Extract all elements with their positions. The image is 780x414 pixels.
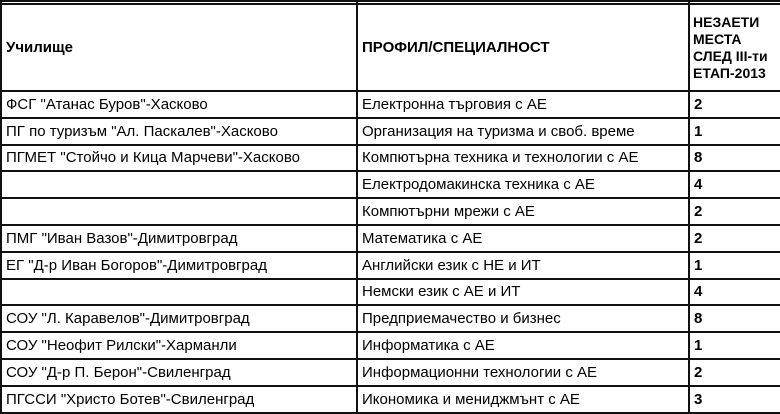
table-row <box>1 198 780 225</box>
table-row <box>1 332 780 359</box>
school-cell[interactable] <box>1 279 357 306</box>
places-cell[interactable]: 2 <box>689 225 780 252</box>
header-free-places-line: ЕТАП-2013 <box>693 64 766 81</box>
places-cell[interactable]: 8 <box>689 305 780 332</box>
profile-cell[interactable]: Английски език с НЕ и ИТ <box>357 252 689 279</box>
profile-cell[interactable]: Информатика с АЕ <box>357 332 689 359</box>
profile-cell[interactable]: Компютърна техника и технологии с АЕ <box>357 145 689 172</box>
school-cell[interactable]: ПМГ "Иван Вазов"-Димитровград <box>1 225 357 252</box>
places-cell[interactable]: 2 <box>689 359 780 386</box>
places-cell[interactable]: 1 <box>689 118 780 145</box>
places-cell[interactable]: 8 <box>689 145 780 172</box>
profile-cell[interactable]: Математика с АЕ <box>357 225 689 252</box>
profile-cell[interactable]: Организация на туризма и своб. време <box>357 118 689 145</box>
table-row <box>1 279 780 306</box>
table-row <box>1 305 780 332</box>
table-row <box>1 252 780 279</box>
header-school[interactable]: Училище <box>1 4 357 91</box>
profile-cell[interactable]: Информационни технологии с АЕ <box>357 359 689 386</box>
places-cell[interactable]: 2 <box>689 198 780 225</box>
school-cell[interactable] <box>1 171 357 198</box>
profile-cell[interactable]: Икономика и мениджмънт с АЕ <box>357 386 689 413</box>
profile-cell[interactable]: Предприемачество и бизнес <box>357 305 689 332</box>
profile-cell[interactable]: Електродомакинска техника с АЕ <box>357 171 689 198</box>
school-cell[interactable]: ПГССИ "Христо Ботев"-Свиленград <box>1 386 357 413</box>
header-free-places-line: НЕЗАЕТИ <box>693 13 760 30</box>
places-cell[interactable]: 4 <box>689 279 780 306</box>
table-row <box>1 225 780 252</box>
profile-cell[interactable]: Електронна търговия с АЕ <box>357 91 689 118</box>
header-profile[interactable]: ПРОФИЛ/СПЕЦИАЛНОСТ <box>357 4 689 91</box>
school-cell[interactable]: СОУ "Л. Каравелов"-Димитровград <box>1 305 357 332</box>
places-cell[interactable]: 1 <box>689 332 780 359</box>
places-cell[interactable]: 4 <box>689 171 780 198</box>
school-cell[interactable]: СОУ "Д-р П. Берон"-Свиленград <box>1 359 357 386</box>
header-row <box>1 4 780 91</box>
table-row <box>1 359 780 386</box>
table-row <box>1 118 780 145</box>
school-cell[interactable]: ПГ по туризъм "Ал. Паскалев"-Хасково <box>1 118 357 145</box>
header-free-places-line: МЕСТА <box>693 30 742 47</box>
profile-cell[interactable]: Немски език с АЕ и ИТ <box>357 279 689 306</box>
school-cell[interactable]: ПГМЕТ "Стойчо и Кица Марчеви"-Хасково <box>1 145 357 172</box>
places-cell[interactable]: 2 <box>689 91 780 118</box>
school-cell[interactable] <box>1 198 357 225</box>
school-cell[interactable]: СОУ "Неофит Рилски"-Харманли <box>1 332 357 359</box>
profile-cell[interactable]: Компютърни мрежи с АЕ <box>357 198 689 225</box>
school-cell[interactable]: ФСГ "Атанас Буров"-Хасково <box>1 91 357 118</box>
header-free-places[interactable] <box>689 4 780 91</box>
table-row <box>1 386 780 413</box>
header-free-places-line: СЛЕД III-ти <box>693 47 768 64</box>
school-cell[interactable]: ЕГ "Д-р Иван Богоров"-Димитровград <box>1 252 357 279</box>
places-cell[interactable]: 1 <box>689 252 780 279</box>
table-row <box>1 91 780 118</box>
table-row <box>1 145 780 172</box>
places-cell[interactable]: 3 <box>689 386 780 413</box>
table-row <box>1 171 780 198</box>
